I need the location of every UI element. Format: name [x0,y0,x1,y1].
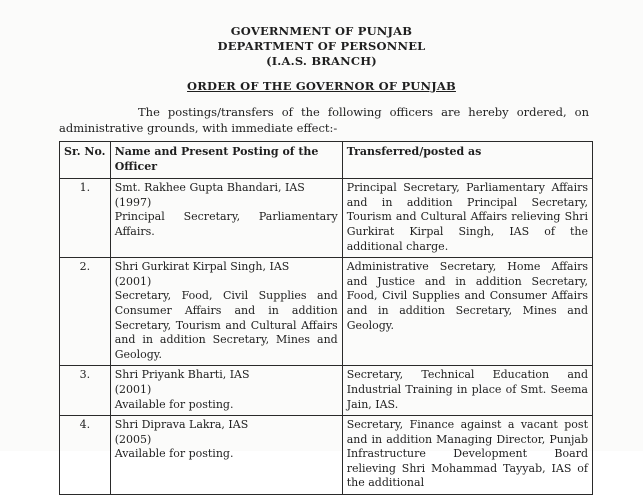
intro-paragraph: The postings/transfers of the following officers are hereby ordered, on administrative grounds, with immediate effect:- [59,105,589,135]
row-sr-no: 2. [60,258,111,366]
header-branch: (I.A.S. BRANCH) [266,54,377,68]
postings-table [59,141,593,495]
officer-name: Shri Gurkirat Kirpal Singh, IAS [114,260,290,274]
row-officer-cell [110,366,342,416]
table-row [60,416,593,495]
row-officer-cell [110,258,342,366]
row-transferred-as: Secretary, Finance against a vacant post and in addition Managing Director, Punjab Infrastructure Development Board relieving Shri Mohammad Tayyab, IAS of the additional [342,416,592,495]
row-transferred-as: Principal Secretary, Parliamentary Affairs and in addition Principal Secretary, Tourism and Cultural Affairs relieving Shri Gurkirat Kirpal Singh, IAS of the additional charge. [342,179,592,258]
table-header-row [60,142,593,179]
row-sr-no: 3. [60,366,111,416]
header-department: DEPARTMENT OF PERSONNEL [217,39,426,53]
header-government: GOVERNMENT OF PUNJAB [230,24,413,38]
officer-present-posting: Principal Secretary, Parliamentary Affairs. [114,210,338,238]
officer-present-posting: Available for posting. [114,447,234,461]
officer-present-posting: Secretary, Food, Civil Supplies and Consumer Affairs and in addition Secretary, Tourism and Cultural Affairs and in addition Secretary, Mines and Geology. [114,289,338,361]
officer-batch-year: (1997) [114,195,152,209]
row-sr-no: 1. [60,179,111,258]
row-transferred-as: Administrative Secretary, Home Affairs and Justice and in addition Secretary, Food, Civil Supplies and Consumer Affairs and in addition Secretary, Mines and Geology. [342,258,592,366]
officer-batch-year: (2001) [114,382,152,396]
table-row [60,179,593,258]
row-officer-cell [110,179,342,258]
row-sr-no: 4. [60,416,111,495]
column-header-sr-no: Sr. No. [60,142,111,179]
officer-name: Shri Priyank Bharti, IAS [114,368,250,382]
order-title: ORDER OF THE GOVERNOR OF PUNJAB [187,79,456,93]
officer-name: Smt. Rakhee Gupta Bhandari, IAS [114,181,305,195]
table-row [60,258,593,366]
officer-batch-year: (2005) [114,432,152,446]
column-header-transferred: Transferred/posted as [342,142,592,179]
officer-name: Shri Diprava Lakra, IAS [114,418,249,432]
officer-batch-year: (2001) [114,274,152,288]
row-transferred-as: Secretary, Technical Education and Industrial Training in place of Smt. Seema Jain, IAS. [342,366,592,416]
column-header-name: Name and Present Posting of the Officer [110,142,342,179]
row-officer-cell [110,416,342,495]
officer-present-posting: Available for posting. [114,397,234,411]
table-row [60,366,593,416]
